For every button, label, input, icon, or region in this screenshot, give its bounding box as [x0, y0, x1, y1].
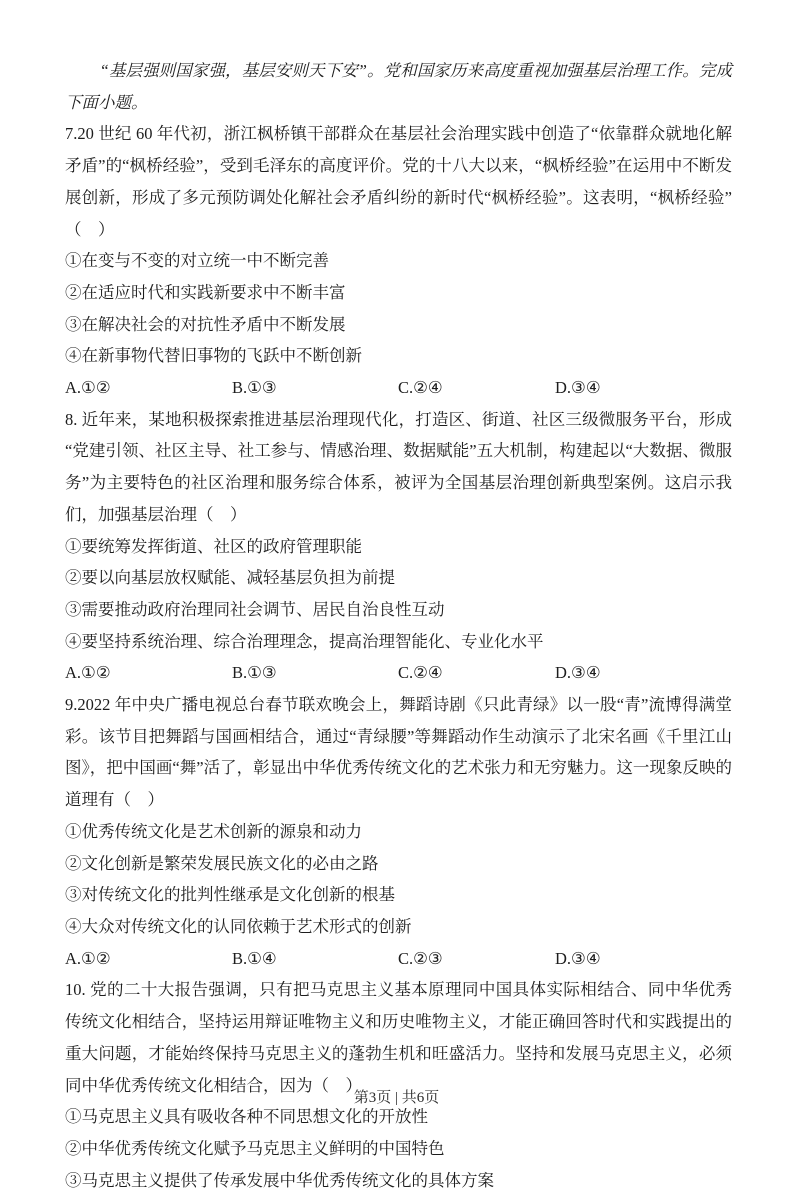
- question-10-option-1: ①马克思主义具有吸收各种不同思想文化的开放性: [65, 1107, 428, 1127]
- question-8-choice-b: B.①③: [232, 663, 277, 683]
- question-7-option-4: ④在新事物代替旧事物的飞跃中不断创新: [65, 346, 362, 366]
- question-8-choice-a: A.①②: [65, 663, 111, 683]
- question-8-option-4: ④要坚持系统治理、综合治理理念，提高治理智能化、专业化水平: [65, 631, 544, 651]
- question-7-choice-a: A.①②: [65, 378, 111, 398]
- question-9-option-1: ①优秀传统文化是艺术创新的源泉和动力: [65, 821, 362, 841]
- question-7-option-3: ③在解决社会的对抗性矛盾中不断发展: [65, 314, 346, 334]
- question-8-choices-row: [65, 657, 732, 689]
- question-9-option-3: ③对传统文化的批判性继承是文化创新的根基: [65, 885, 395, 905]
- question-7-choice-c: C.②④: [398, 378, 443, 398]
- question-7-option-1: ①在变与不变的对立统一中不断完善: [65, 251, 329, 271]
- question-7-choice-b: B.①③: [232, 378, 277, 398]
- question-8-stem: 8. 近年来，某地积极探索推进基层治理现代化，打造区、街道、社区三级微服务平台，形成“党建引领、社区主导、社工参与、情感治理、数据赋能”五大机制，构建起以“大数据、微服务”为主要特色的社区治理和服务综合体系，被评为全国基层治理创新典型案例。这启示我们，加强基层治理（ ）: [65, 409, 732, 524]
- question-9-choice-a: A.①②: [65, 948, 111, 968]
- question-9-choices-row: [65, 943, 732, 975]
- question-9-option-2: ②文化创新是繁荣发展民族文化的必由之路: [65, 853, 379, 873]
- question-7-option-2: ②在适应时代和实践新要求中不断丰富: [65, 282, 346, 302]
- exam-content: [65, 55, 732, 1196]
- section-intro-text: “基层强则国家强，基层安则天下安”。党和国家历来高度重视加强基层治理工作。完成下面小题。: [65, 61, 732, 112]
- question-10-option-3: ③马克思主义提供了传承发展中华优秀传统文化的具体方案: [65, 1170, 494, 1190]
- question-8-option-3: ③需要推动政府治理同社会调节、居民自治良性互动: [65, 599, 445, 619]
- question-7-stem: 7.20 世纪 60 年代初，浙江枫桥镇干部群众在基层社会治理实践中创造了“依靠群众就地化解矛盾”的“枫桥经验”，受到毛泽东的高度评价。党的十八大以来，“枫桥经验”在运用中不断发展创新，形成了多元预防调处化解社会矛盾纠纷的新时代“枫桥经验”。这表明，“枫桥经验”（ ）: [65, 124, 732, 239]
- question-7-choice-d: D.③④: [555, 378, 601, 398]
- question-9-option-4: ④大众对传统文化的认同依赖于艺术形式的创新: [65, 916, 412, 936]
- question-9-choice-c: C.②③: [398, 948, 443, 968]
- question-9-stem: 9.2022 年中央广播电视总台春节联欢晚会上，舞蹈诗剧《只此青绿》以一股“青”流博得满堂彩。该节目把舞蹈与国画相结合，通过“青绿腰”等舞蹈动作生动演示了北宋名画《千里江山图》，把中国画“舞”活了，彰显出中华优秀传统文化的艺术张力和无穷魅力。这一现象反映的道理有（ ）: [65, 695, 732, 810]
- question-8-option-2: ②要以向基层放权赋能、减轻基层负担为前提: [65, 568, 395, 588]
- question-9-choice-b: B.①④: [232, 948, 277, 968]
- question-10-option-2: ②中华优秀传统文化赋予马克思主义鲜明的中国特色: [65, 1138, 445, 1158]
- page-footer: 第3页 | 共6页: [353, 1090, 440, 1106]
- question-8-choice-d: D.③④: [555, 663, 601, 683]
- question-9-choice-d: D.③④: [555, 948, 601, 968]
- question-7-choices-row: [65, 372, 732, 404]
- question-8-choice-c: C.②④: [398, 663, 443, 683]
- question-8-option-1: ①要统筹发挥街道、社区的政府管理职能: [65, 536, 362, 556]
- question-10-stem: 10. 党的二十大报告强调，只有把马克思主义基本原理同中国具体实际相结合、同中华优秀传统文化相结合，坚持运用辩证唯物主义和历史唯物主义，才能正确回答时代和实践提出的重大问题，才能始终保持马克思主义的蓬勃生机和旺盛活力。坚持和发展马克思主义，必须同中华优秀传统文化相结合，因为（ ）: [65, 980, 732, 1095]
